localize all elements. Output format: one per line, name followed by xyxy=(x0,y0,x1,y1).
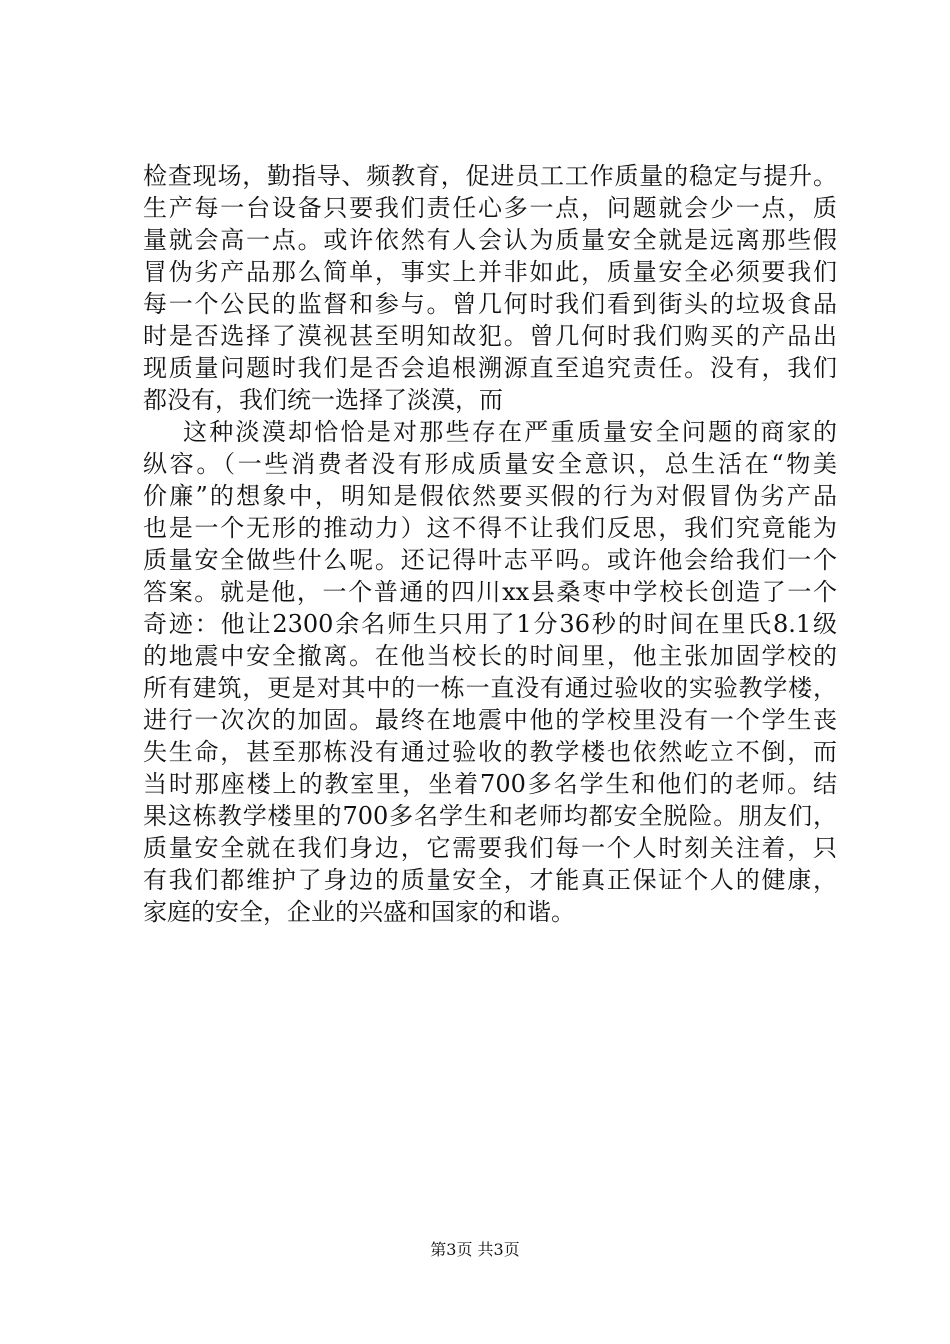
paragraph-line: 这种淡漠却恰恰是对那些存在严重质量安全问题的商家的 xyxy=(183,418,837,446)
paragraph-line: 生产每一台设备只要我们责任心多一点，问题就会少一点，质 xyxy=(143,194,837,222)
paragraph-line: 家庭的安全，企业的兴盛和国家的和谐。 xyxy=(143,898,575,926)
paragraph-line: 质量安全就在我们身边，它需要我们每一个人时刻关注着，只 xyxy=(143,834,837,862)
paragraph-line: 答案。就是他，一个普通的四川xx县桑枣中学校长创造了一个 xyxy=(143,578,837,606)
paragraph-line: 进行一次次的加固。最终在地震中他的学校里没有一个学生丧 xyxy=(143,706,837,734)
paragraph-line: 检查现场，勤指导、频教育，促进员工工作质量的稳定与提升。 xyxy=(143,162,837,190)
paragraph-line: 质量安全做些什么呢。还记得叶志平吗。或许他会给我们一个 xyxy=(143,546,837,574)
paragraph-line: 的地震中安全撤离。在他当校长的时间里，他主张加固学校的 xyxy=(143,642,837,670)
paragraph-line: 果这栋教学楼里的700多名学生和老师均都安全脱险。朋友们， xyxy=(143,802,837,830)
page-number-label: 第3页 共3页 xyxy=(430,1240,520,1259)
paragraph-line: 都没有，我们统一选择了淡漠，而 xyxy=(143,386,503,414)
paragraph-line: 所有建筑，更是对其中的一栋一直没有通过验收的实验教学楼， xyxy=(143,674,837,702)
paragraph-line: 当时那座楼上的教室里，坐着700多名学生和他们的老师。结 xyxy=(143,770,837,798)
paragraph-1 xyxy=(143,160,837,416)
paragraph-line: 每一个公民的监督和参与。曾几何时我们看到街头的垃圾食品 xyxy=(143,290,837,318)
paragraph-line: 价廉”的想象中，明知是假依然要买假的行为对假冒伪劣产品 xyxy=(143,482,837,510)
document-body xyxy=(143,160,837,928)
paragraph-line: 现质量问题时我们是否会追根溯源直至追究责任。没有，我们 xyxy=(143,354,837,382)
paragraph-line: 纵容。（一些消费者没有形成质量安全意识，总生活在“物美 xyxy=(143,450,837,478)
paragraph-line: 也是一个无形的推动力）这不得不让我们反思，我们究竟能为 xyxy=(143,514,837,542)
paragraph-line: 量就会高一点。或许依然有人会认为质量安全就是远离那些假 xyxy=(143,226,837,254)
paragraph-line: 有我们都维护了身边的质量安全，才能真正保证个人的健康， xyxy=(143,866,837,894)
paragraph-line: 失生命，甚至那栋没有通过验收的教学楼也依然屹立不倒，而 xyxy=(143,738,837,766)
paragraph-line: 冒伪劣产品那么简单，事实上并非如此，质量安全必须要我们 xyxy=(143,258,837,286)
paragraph-2 xyxy=(143,416,837,928)
paragraph-line: 奇迹：他让2300余名师生只用了1分36秒的时间在里氏8.1级 xyxy=(143,610,837,638)
page-footer xyxy=(0,1240,950,1260)
paragraph-line: 时是否选择了漠视甚至明知故犯。曾几何时我们购买的产品出 xyxy=(143,322,837,350)
